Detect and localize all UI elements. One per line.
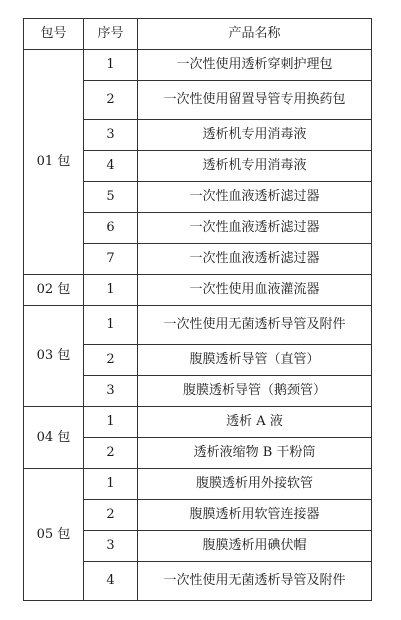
product-name-cell: 腹膜透析用碘伏帽 xyxy=(138,531,372,562)
product-table xyxy=(23,18,372,601)
number-cell: 3 xyxy=(84,531,138,562)
product-name-cell: 透析机专用消毒液 xyxy=(138,151,372,182)
product-name-cell: 透析机专用消毒液 xyxy=(138,120,372,151)
product-name-cell: 腹膜透析导管（鹅颈管） xyxy=(138,376,372,407)
header-row xyxy=(24,19,372,50)
number-cell: 1 xyxy=(84,469,138,500)
product-name-cell: 透析液缩物 B 干粉筒 xyxy=(138,438,372,469)
number-cell: 1 xyxy=(84,50,138,81)
header-package: 包号 xyxy=(24,19,84,50)
number-cell: 4 xyxy=(84,562,138,601)
package-cell: 03 包 xyxy=(24,306,84,407)
product-name-cell: 透析 A 液 xyxy=(138,407,372,438)
product-name-cell: 一次性使用血液灌流器 xyxy=(138,275,372,306)
header-product-name: 产品名称 xyxy=(138,19,372,50)
product-name-cell: 腹膜透析导管（直管） xyxy=(138,345,372,376)
number-cell: 2 xyxy=(84,345,138,376)
package-cell: 04 包 xyxy=(24,407,84,469)
product-name-cell: 一次性血液透析滤过器 xyxy=(138,182,372,213)
number-cell: 2 xyxy=(84,438,138,469)
product-name-cell: 一次性血液透析滤过器 xyxy=(138,244,372,275)
number-cell: 1 xyxy=(84,275,138,306)
product-name-cell: 一次性使用透析穿刺护理包 xyxy=(138,50,372,81)
number-cell: 4 xyxy=(84,151,138,182)
number-cell: 2 xyxy=(84,500,138,531)
number-cell: 5 xyxy=(84,182,138,213)
product-name-cell: 腹膜透析用软管连接器 xyxy=(138,500,372,531)
table-row xyxy=(24,407,372,438)
header-number: 序号 xyxy=(84,19,138,50)
package-cell: 05 包 xyxy=(24,469,84,601)
number-cell: 3 xyxy=(84,120,138,151)
package-cell: 01 包 xyxy=(24,50,84,275)
product-name-cell: 一次性使用无菌透析导管及附件 xyxy=(138,306,372,345)
number-cell: 3 xyxy=(84,376,138,407)
number-cell: 6 xyxy=(84,213,138,244)
number-cell: 1 xyxy=(84,407,138,438)
table-row xyxy=(24,275,372,306)
table-row xyxy=(24,469,372,500)
table-row xyxy=(24,50,372,81)
package-cell: 02 包 xyxy=(24,275,84,306)
number-cell: 1 xyxy=(84,306,138,345)
product-name-cell: 一次性血液透析滤过器 xyxy=(138,213,372,244)
number-cell: 7 xyxy=(84,244,138,275)
product-name-cell: 一次性使用无菌透析导管及附件 xyxy=(138,562,372,601)
product-name-cell: 一次性使用留置导管专用换药包 xyxy=(138,81,372,120)
product-name-cell: 腹膜透析用外接软管 xyxy=(138,469,372,500)
table-row xyxy=(24,306,372,345)
number-cell: 2 xyxy=(84,81,138,120)
